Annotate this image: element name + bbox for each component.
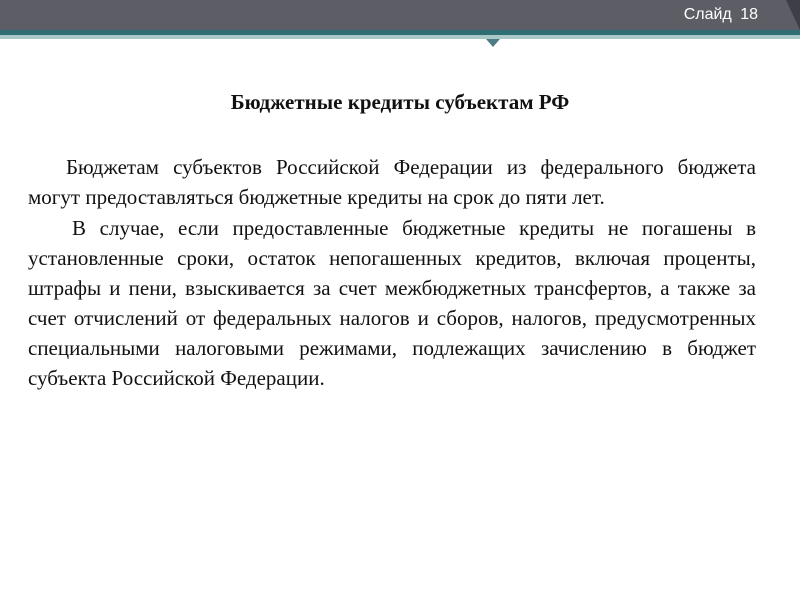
header-stripe-light (0, 35, 800, 39)
header-bar (0, 0, 800, 30)
header-arrow-icon (486, 39, 500, 47)
slide-body (28, 152, 756, 393)
slide-title: Бюджетные кредиты субъектам РФ (230, 90, 570, 114)
body-paragraph-2: В случае, если предоставленные бюджетные кредиты не погашены в установленные сроки, остаток непогашенных кредитов, включая проценты, штрафы и пени, взыскивается за счет межбюджетных трансфертов, а также за счет отчислений от федеральных налогов и сборов, налогов, предусмотренных специальными налоговыми режимами, подлежащих зачислению в бюджет субъекта Российской Федерации. (28, 216, 756, 390)
slide-number-label (684, 5, 758, 25)
body-paragraph-1: Бюджетам субъектов Российской Федерации из федерального бюджета могут предоставляться бюджетные кредиты на срок до пяти лет. (28, 155, 756, 209)
header-corner-notch (786, 0, 800, 30)
slide-label-text: Слайд (683, 6, 732, 23)
slide-number: 18 (740, 6, 758, 23)
